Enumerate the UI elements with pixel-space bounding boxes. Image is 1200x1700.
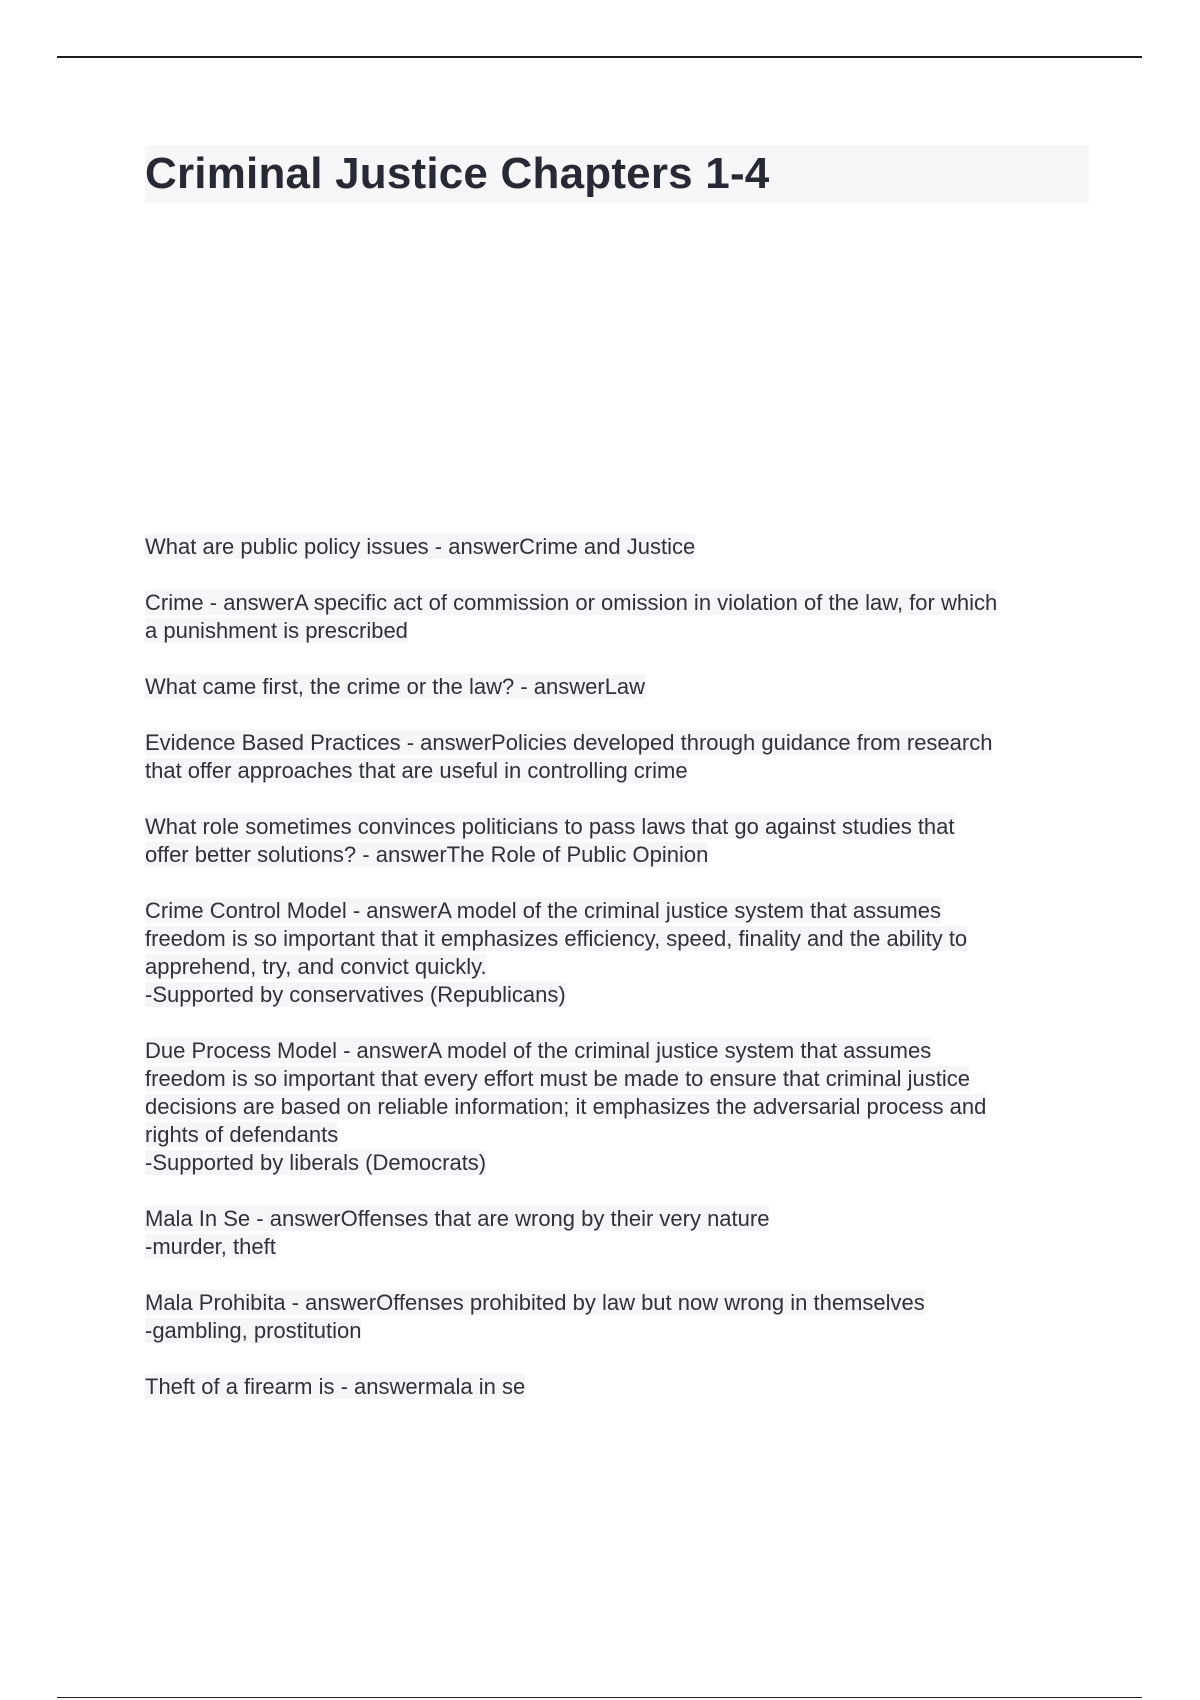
flashcard-line: rights of defendants xyxy=(145,1122,339,1147)
flashcard xyxy=(145,1205,1090,1261)
flashcard xyxy=(145,897,1090,1009)
flashcard-line: offer better solutions? - answerThe Role of Public Opinion xyxy=(145,842,709,867)
flashcard-line: What role sometimes convinces politicians to pass laws that go against studies that xyxy=(145,814,955,839)
flashcard-line: Evidence Based Practices - answerPolicies developed through guidance from research xyxy=(145,730,993,755)
flashcard-list xyxy=(145,533,1090,1429)
flashcard-line: -Supported by conservatives (Republicans) xyxy=(145,982,566,1007)
flashcard-line: freedom is so important that it emphasizes efficiency, speed, finality and the ability to xyxy=(145,926,968,951)
flashcard-line: Crime Control Model - answerA model of the criminal justice system that assumes xyxy=(145,898,941,923)
flashcard-line: freedom is so important that every effort must be made to ensure that criminal justice xyxy=(145,1066,970,1091)
flashcard-line: Mala Prohibita - answerOffenses prohibited by law but now wrong in themselves xyxy=(145,1290,925,1315)
flashcard xyxy=(145,673,1090,701)
flashcard-line: -Supported by liberals (Democrats) xyxy=(145,1150,487,1175)
flashcard xyxy=(145,729,1090,785)
flashcard-line: What came first, the crime or the law? - answerLaw xyxy=(145,674,646,699)
flashcard-line: decisions are based on reliable information; it emphasizes the adversarial process and xyxy=(145,1094,987,1119)
flashcard xyxy=(145,1289,1090,1345)
bottom-rule xyxy=(57,1697,1142,1698)
flashcard-line: apprehend, try, and convict quickly. xyxy=(145,954,487,979)
flashcard-line: -murder, theft xyxy=(145,1234,276,1259)
flashcard xyxy=(145,533,1090,561)
flashcard-line: that offer approaches that are useful in controlling crime xyxy=(145,758,688,783)
flashcard-line: Mala In Se - answerOffenses that are wrong by their very nature xyxy=(145,1206,770,1231)
flashcard-line: Crime - answerA specific act of commission or omission in violation of the law, for which xyxy=(145,590,998,615)
flashcard-line: a punishment is prescribed xyxy=(145,618,408,643)
flashcard xyxy=(145,589,1090,645)
page-title: Criminal Justice Chapters 1-4 xyxy=(145,149,770,198)
top-rule xyxy=(57,56,1142,58)
flashcard-line: What are public policy issues - answerCrime and Justice xyxy=(145,534,696,559)
flashcard-line: -gambling, prostitution xyxy=(145,1318,362,1343)
flashcard xyxy=(145,813,1090,869)
flashcard xyxy=(145,1373,1090,1401)
flashcard xyxy=(145,1037,1090,1177)
flashcard-line: Theft of a firearm is - answermala in se xyxy=(145,1374,526,1399)
flashcard-line: Due Process Model - answerA model of the criminal justice system that assumes xyxy=(145,1038,932,1063)
